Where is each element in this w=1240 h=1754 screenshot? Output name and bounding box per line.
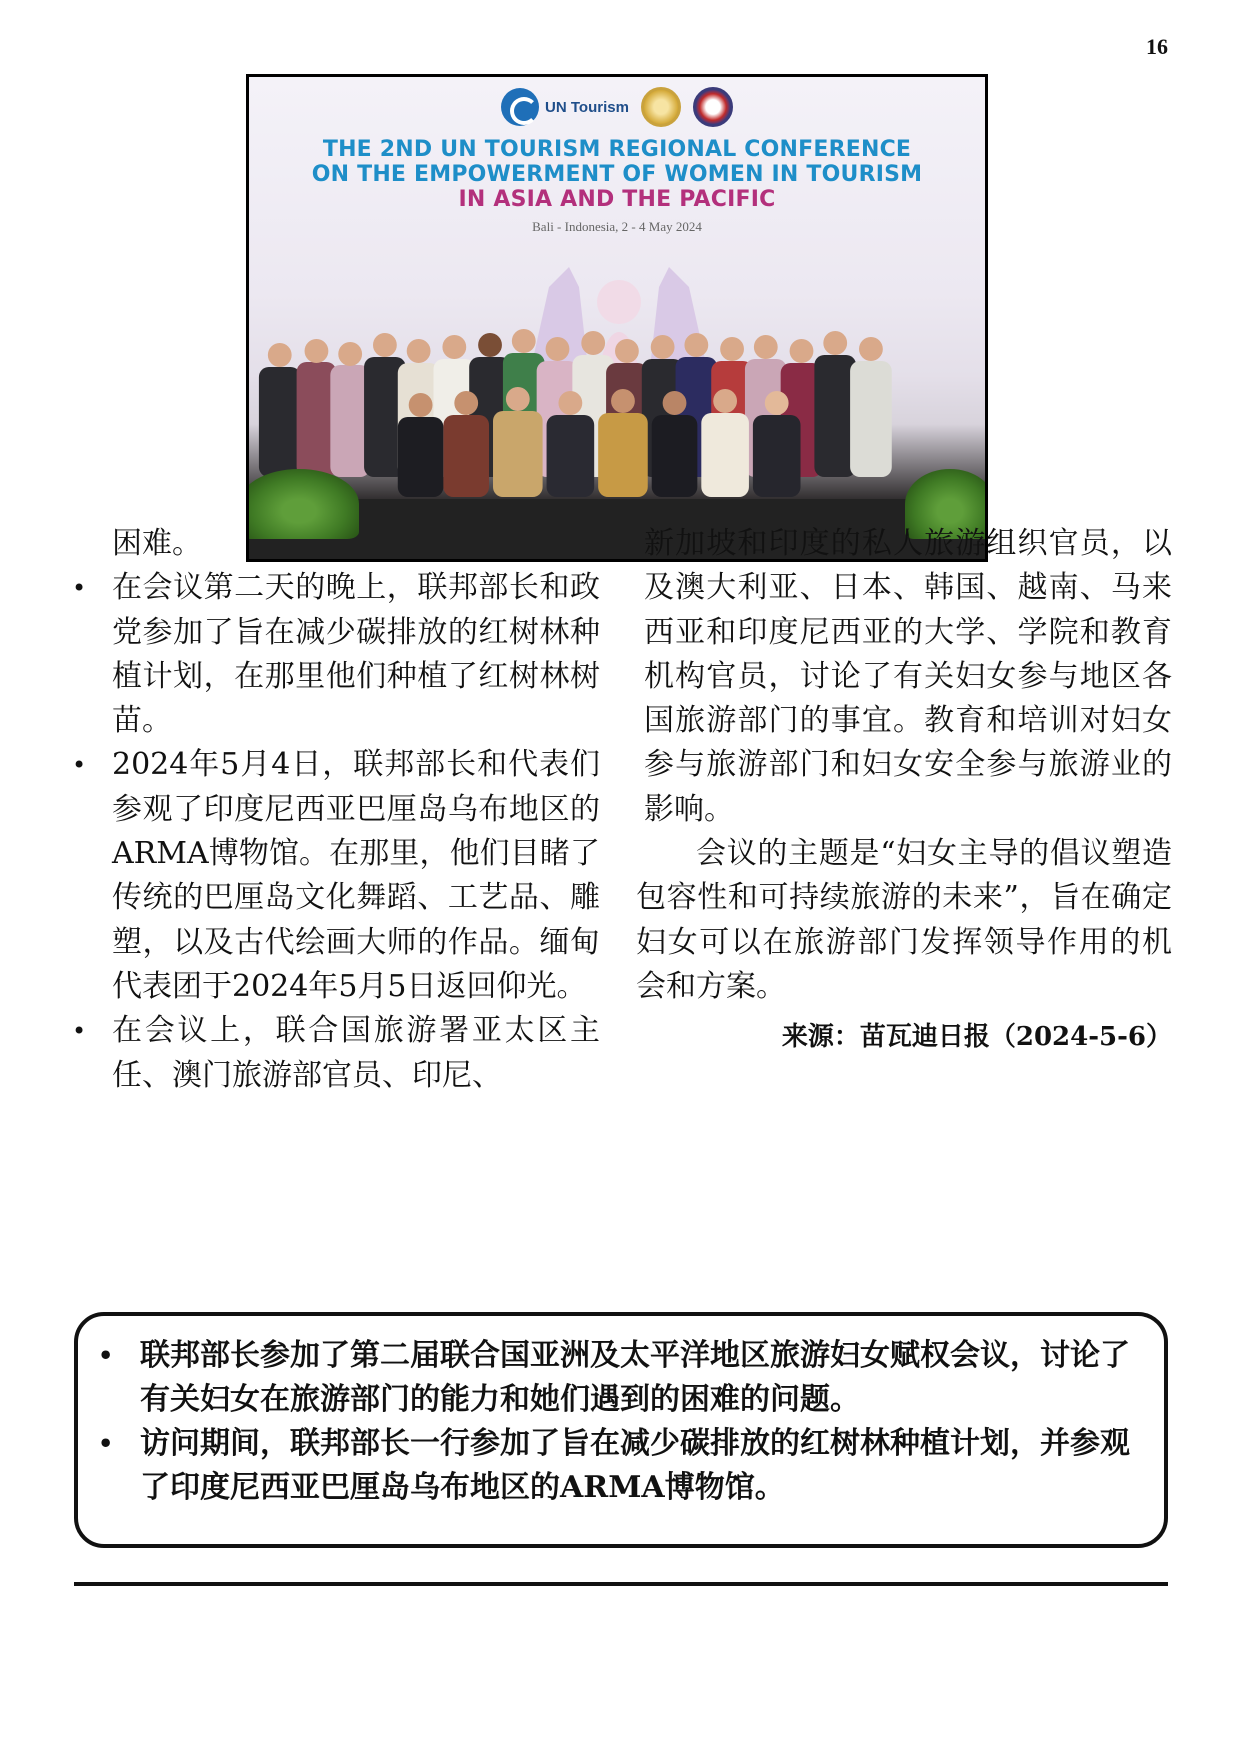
banner-title-line-2: ON THE EMPOWERMENT OF WOMEN IN TOURISM	[311, 162, 923, 187]
left-continuation-text: 困难。	[112, 526, 202, 561]
bullet-icon: •	[98, 1429, 114, 1458]
banner-subtitle: Bali - Indonesia, 2 - 4 May 2024	[532, 219, 702, 234]
bullet-icon: •	[72, 751, 87, 780]
summary-item-1-text: 联邦部长参加了第二届联合国亚洲及太平洋地区旅游妇女赋权会议，讨论了有关妇女在旅游部门的能力和她们遇到的困难的问题。	[140, 1338, 1130, 1417]
left-bullet-3	[64, 1009, 600, 1098]
bali-seal-icon	[641, 87, 681, 127]
left-bullet-2	[64, 743, 600, 1009]
summary-item-2	[98, 1422, 1134, 1510]
left-bullet-3-text: 在会议上，联合国旅游署亚太区主任、澳门旅游部官员、印尼、	[112, 1013, 600, 1093]
summary-item-1	[98, 1334, 1134, 1422]
source-citation: 来源：苗瓦迪日报（2024-5-6）	[781, 1022, 1172, 1053]
left-column	[64, 522, 600, 1098]
un-tourism-logo	[501, 88, 629, 126]
conference-photo	[246, 74, 988, 562]
page-number: 16	[1146, 34, 1168, 59]
banner-title	[249, 137, 985, 212]
left-bullet-1	[64, 566, 600, 743]
bullet-icon: •	[98, 1341, 114, 1370]
summary-item-2-text: 访问期间，联邦部长一行参加了旨在减少碳排放的红树林种植计划，并参观了印度尼西亚巴厘岛乌布地区的ARMA博物馆。	[140, 1426, 1130, 1505]
banner-logos	[249, 85, 985, 129]
left-bullet-1-text: 在会议第二天的晚上，联邦部长和政党参加了旨在减少碳排放的红树林种植计划，在那里他们种植了红树林树苗。	[112, 570, 600, 739]
un-tourism-logo-text: UN Tourism	[545, 98, 629, 116]
left-bullet-2-text: 2024年5月4日，联邦部长和代表们参观了印度尼西亚巴厘岛乌布地区的ARMA博物馆。在那里，他们目睹了传统的巴厘岛文化舞蹈、工艺品、雕塑，以及古代绘画大师的作品。缅甸代表团于2024年5月5日返回仰光。	[112, 747, 600, 1004]
ministry-seal-icon	[693, 87, 733, 127]
summary-box	[74, 1312, 1168, 1548]
un-tourism-logo-icon	[501, 88, 539, 126]
banner-title-line-3: IN ASIA AND THE PACIFIC	[458, 187, 776, 212]
banner-title-line-1: THE 2ND UN TOURISM REGIONAL CONFERENCE	[322, 137, 912, 162]
bottom-rule	[74, 1582, 1168, 1586]
right-column	[636, 522, 1172, 1059]
bullet-icon: •	[72, 1017, 87, 1046]
theme-paragraph: 会议的主题是“妇女主导的倡议塑造包容性和可持续旅游的未来”，旨在确定妇女可以在旅游部门发挥领导作用的机会和方案。	[636, 836, 1172, 1004]
right-continuation-text: 新加坡和印度的私人旅游组织官员，以及澳大利亚、日本、韩国、越南、马来西亚和印度尼西亚的大学、学院和教育机构官员，讨论了有关妇女参与地区各国旅游部门的事宜。教育和培训对妇女参与旅游部门和妇女安全参与旅游业的影响。	[644, 526, 1172, 827]
bullet-icon: •	[72, 574, 87, 603]
